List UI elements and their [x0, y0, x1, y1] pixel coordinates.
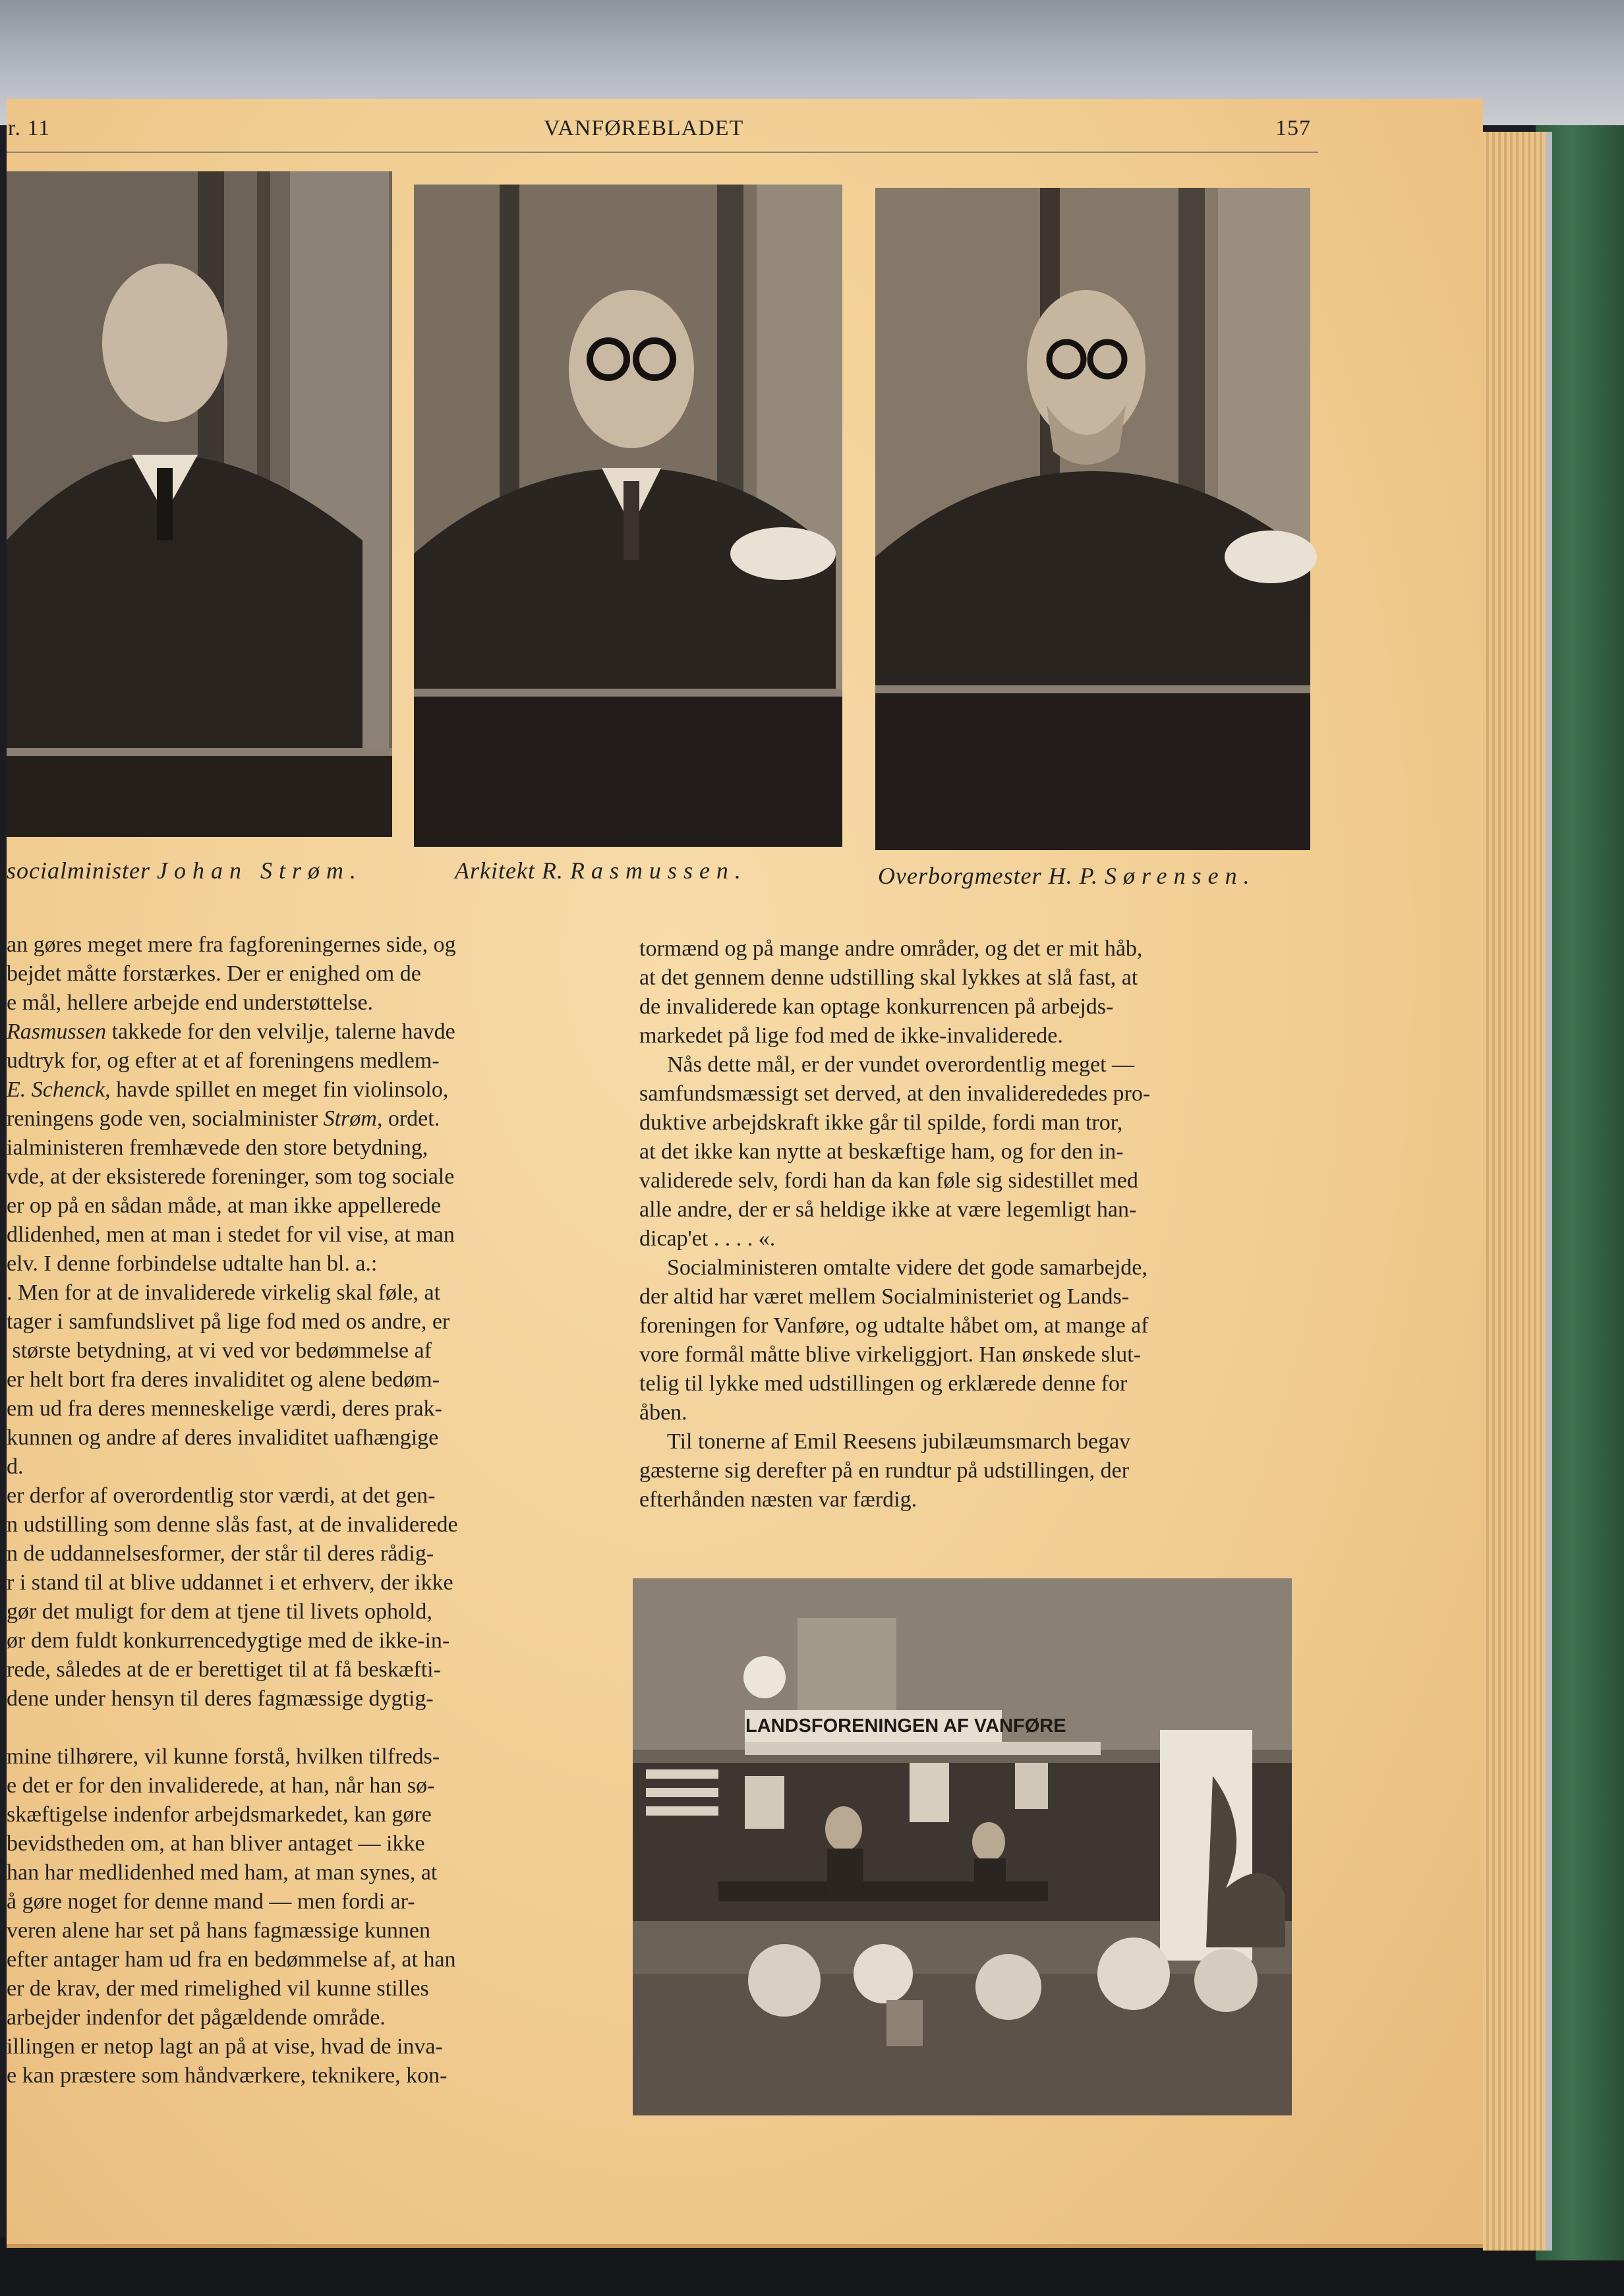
caption-title: socialminister	[7, 857, 150, 884]
text-line: Socialministeren omtalte videre det gode samarbejde,	[667, 1255, 1147, 1280]
photo-johan-strom	[7, 171, 392, 837]
page-number: 157	[1275, 116, 1311, 140]
text-line: d.	[7, 1454, 24, 1479]
text-line: dicap'et . . . . «.	[639, 1226, 776, 1251]
text-line: ialministeren fremhævede den store betydning,	[7, 1135, 428, 1160]
text-line: illingen er netop lagt an på at vise, hvad de inva-	[7, 2034, 443, 2059]
text-line: efter antager ham ud fra en bedømmelse af, at han	[7, 1947, 456, 1972]
text-line: telig til lykke med udstillingen og erklærede denne for	[639, 1371, 1128, 1396]
text-line: em ud fra deres menneskelige værdi, deres prak-	[7, 1396, 442, 1421]
photo-exhibition-stand	[633, 1578, 1292, 2115]
text-line: han har medlidenhed med ham, at man synes, at	[7, 1860, 438, 1885]
caption-name: Johan Strøm.	[157, 857, 362, 884]
caption-r-rasmussen	[455, 857, 747, 884]
text-line: skæftigelse indenfor arbejdsmarkedet, kan gøre	[7, 1802, 432, 1827]
text-line: ør dem fuldt konkurrencedygtige med de ikke-in-	[7, 1628, 450, 1653]
text-line: e det er for den invaliderede, at han, når han sø-	[7, 1773, 435, 1798]
issue-number: r. 11	[8, 116, 51, 140]
text-line: n de uddannelsesformer, der står til deres rådig-	[7, 1541, 434, 1566]
italic-name: Strøm,	[323, 1106, 383, 1131]
text-line: å gøre noget for denne mand — men fordi ar-	[7, 1889, 415, 1914]
text-line: gør det muligt for dem at tjene til livets ophold,	[7, 1599, 432, 1624]
text-line: tormænd og på mange andre områder, og det er mit håb,	[639, 936, 1143, 961]
caption-name: Rasmussen.	[569, 857, 747, 884]
text-line: n udstilling som denne slås fast, at de invaliderede	[7, 1512, 458, 1537]
text-line: gæsterne sig derefter på en rundtur på udstillingen, der	[639, 1458, 1130, 1483]
caption-title: Overborgmester H. P.	[878, 863, 1098, 889]
text-line: r i stand til at blive uddannet i et erhverv, der ikke	[7, 1570, 453, 1595]
text-line: . Men for at de invaliderede virkelig skal føle, at	[7, 1280, 441, 1305]
text-line: er op på en sådan måde, at man ikke appellerede	[7, 1193, 441, 1218]
page-edges	[1483, 132, 1552, 2251]
text-line: der altid har været mellem Socialministeriet og Lands-	[639, 1284, 1130, 1309]
caption-title: Arkitekt R.	[455, 857, 564, 884]
text-line: an gøres meget mere fra fagforeningernes side, og	[7, 933, 456, 957]
text-line: udtryk for, og efter at et af foreningens medlem-	[7, 1048, 440, 1073]
text-line: e kan præstere som håndværkere, teknikere, kon-	[7, 2063, 448, 2088]
text-line: tager i samfundslivet på lige fod med os andre, er	[7, 1309, 450, 1334]
text-line: bevidstheden om, at han bliver antaget — ikke	[7, 1831, 425, 1856]
text-line	[7, 1076, 600, 1105]
text-line: dlidenhed, men at man i stedet for vil vise, at man	[7, 1222, 455, 1247]
caption-johan-strom	[7, 857, 362, 884]
italic-name: E. Schenck,	[7, 1077, 111, 1102]
text-line: efterhånden næsten var færdig.	[639, 1487, 917, 1512]
text-span: reningens gode ven, socialminister	[7, 1106, 324, 1131]
text-line: elv. I denne forbindelse udtalte han bl. a.:	[7, 1251, 378, 1276]
text-line: dene under hensyn til deres fagmæssige dygtig-	[7, 1686, 434, 1711]
photo-r-rasmussen	[414, 185, 842, 847]
magazine-title: VANFØREBLADET	[544, 116, 744, 140]
text-line: kunnen og andre af deres invaliditet uafhængige	[7, 1425, 439, 1450]
text-line: at det ikke kan nytte at beskæftige ham, og for den in-	[639, 1139, 1124, 1164]
text-span: ordet.	[382, 1106, 440, 1131]
text-line: vore formål måtte blive virkeliggjort. Han ønskede slut-	[639, 1342, 1142, 1367]
text-line: foreningen for Vanføre, og udtalte håbet om, at mange af	[639, 1313, 1149, 1338]
text-line: at det gennem denne udstilling skal lykkes at slå fast, at	[639, 965, 1138, 990]
text-line: største betydning, at vi ved vor bedømmelse af	[7, 1338, 432, 1363]
text-line	[7, 1018, 600, 1047]
text-line: alle andre, der er så heldige ikke at være legemligt han-	[639, 1197, 1137, 1222]
text-line: Til tonerne af Emil Reesens jubilæumsmarch begav	[667, 1429, 1131, 1454]
text-span: havde spillet en meget fin violinsolo,	[110, 1077, 449, 1102]
italic-name: Rasmussen	[7, 1019, 107, 1044]
text-line: er derfor af overordentlig stor værdi, at det gen-	[7, 1483, 436, 1508]
photo-h-p-sorensen	[875, 188, 1310, 850]
text-line: er de krav, der med rimelighed vil kunne stilles	[7, 1976, 429, 2001]
text-line: markedet på lige fod med de ikke-invaliderede.	[639, 1023, 1063, 1048]
text-line: mine tilhørere, vil kunne forstå, hvilken tilfreds-	[7, 1744, 440, 1769]
text-line: duktive arbejdskraft ikke går til spilde, fordi man tror,	[639, 1110, 1123, 1135]
text-line: samfundsmæssigt set derved, at den invaliderededes pro-	[639, 1081, 1151, 1106]
text-line: rede, således at de er berettiget til at få beskæfti-	[7, 1657, 441, 1682]
text-line: veren alene har set på hans fagmæssige kunnen	[7, 1918, 430, 1943]
text-line: er helt bort fra deres invaliditet og alene bedøm-	[7, 1367, 440, 1392]
text-line	[7, 1105, 600, 1134]
text-line: validerede selv, fordi han da kan føle sig sidestillet med	[639, 1168, 1138, 1193]
text-line: vde, at der eksisterede foreninger, som tog sociale	[7, 1164, 455, 1189]
caption-name: Sørensen.	[1104, 863, 1256, 889]
banner-landsforeningen: LANDSFORENINGEN AF VANFØRE	[745, 1715, 1066, 1736]
text-line: bejdet måtte forstærkes. Der er enighed om de	[7, 961, 421, 986]
text-line: arbejder indenfor det pågældende område.	[7, 2005, 386, 2030]
text-line: e mål, hellere arbejde end understøttelse.	[7, 990, 374, 1015]
text-line: åben.	[639, 1400, 687, 1425]
text-span: takkede for den velvilje, talerne havde	[106, 1019, 455, 1044]
text-line: de invaliderede kan optage konkurrencen på arbejds-	[639, 994, 1114, 1019]
right-column	[639, 934, 1318, 1514]
caption-h-p-sorensen	[878, 862, 1256, 890]
left-column	[7, 931, 600, 2090]
header-rule	[7, 152, 1318, 153]
text-line: Nås dette mål, er der vundet overordentlig meget —	[667, 1052, 1135, 1077]
magazine-page	[7, 99, 1483, 2248]
